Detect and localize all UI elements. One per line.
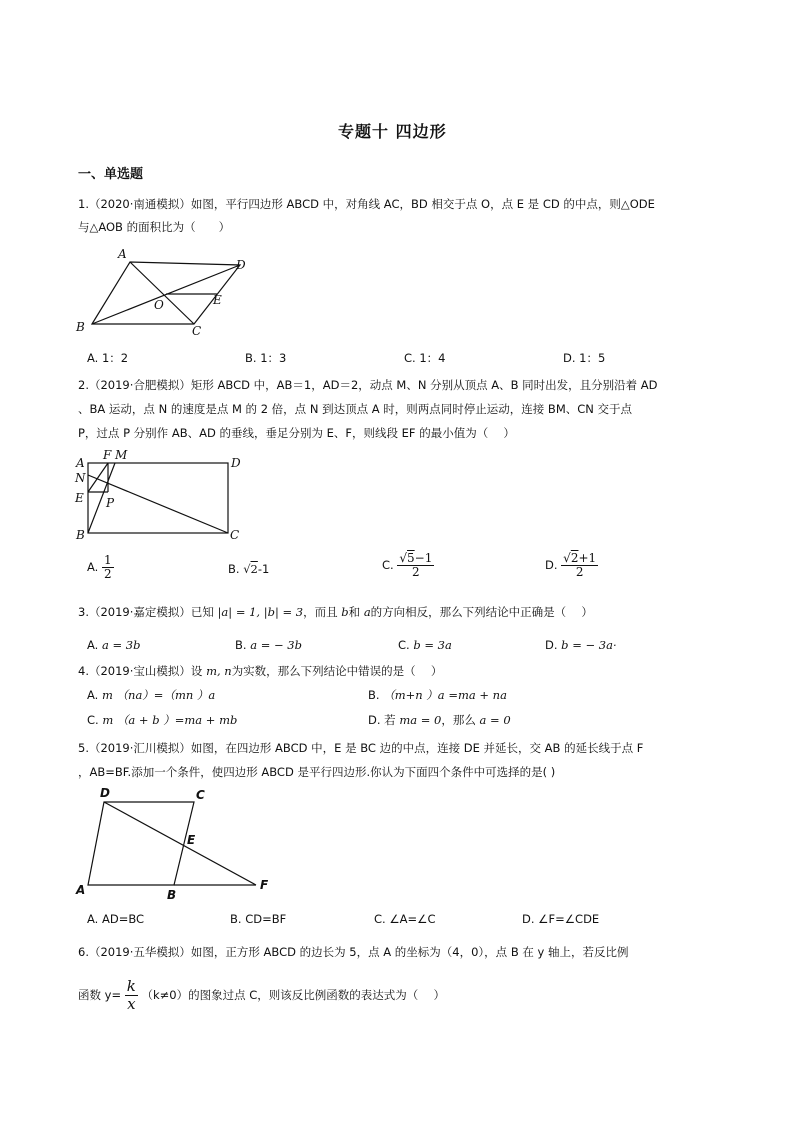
q5-label-f: F [260, 878, 269, 892]
q3-vector-a: a [363, 605, 371, 619]
q1-option-a[interactable]: A. 1：2 [87, 351, 129, 365]
q1-label-b: B [76, 320, 85, 334]
q1-label-d: D [236, 258, 246, 272]
q3-option-d[interactable] [545, 638, 617, 652]
q6-stem-line1: 6.（2019·五华模拟）如图，正方形 ABCD 的边长为 5，点 A 的坐标为（4，0），点 B 在 y 轴上，若反比例 [78, 945, 629, 959]
q4-option-c[interactable] [87, 712, 237, 728]
q4-option-c-prefix: C. [87, 713, 99, 727]
q3-option-a[interactable] [87, 638, 140, 652]
q3-vector-b: b [341, 605, 349, 619]
q2-option-b[interactable]: B. √2-1 [228, 562, 270, 576]
page-title: 专题十 四边形 [338, 122, 447, 141]
q2-label-e: E [75, 491, 84, 505]
q5-label-a: A [76, 883, 86, 897]
q2-stem-line1: 2.（2019·合肥模拟）矩形 ABCD 中，AB＝1，AD＝2，动点 M、N 分别从顶点 A、B 同时出发，且分别沿着 AD [78, 378, 658, 392]
q4-stem [78, 663, 442, 679]
q5-option-a[interactable]: A. AD=BC [87, 912, 145, 926]
q5-option-b[interactable]: B. CD=BF [230, 912, 287, 926]
q2-option-b-radicand: 2 [250, 562, 258, 576]
q5-stem-line1: 5.（2019·汇川模拟）如图，在四边形 ABCD 中，E 是 BC 边的中点，连接 DE 并延长，交 AB 的延长线于点 F [78, 741, 644, 755]
q1-label-a: A [118, 247, 127, 261]
q4-option-d-expr2: a = 0 [479, 713, 511, 727]
q4-option-b-expr: （m+n ）a =ma + na [383, 688, 507, 702]
q3-option-b-prefix: B. [235, 638, 247, 652]
q2-option-d-numerator-rest: +1 [578, 551, 597, 565]
q6-function-prefix: 函数 y= [78, 988, 122, 1002]
q3-option-a-prefix: A. [87, 638, 99, 652]
q3-option-a-expr: a = 3b [101, 638, 141, 652]
q3-option-d-prefix: D. [545, 638, 558, 652]
q1-option-b[interactable]: B. 1：3 [245, 351, 287, 365]
q3-option-c-expr: b = 3a [413, 638, 452, 652]
q1-label-e: E [213, 293, 222, 307]
q4-variables: m, n [206, 664, 232, 678]
q5-stem-line2: ，AB=BF.添加一个条件，使四边形 ABCD 是平行四边形.你认为下面四个条件中可选择的是( ) [78, 765, 556, 779]
q3-stem [78, 604, 593, 620]
q3-stem-part-a: 3.（2019·嘉定模拟）已知 [78, 605, 214, 619]
q4-option-d-mid: ，那么 [441, 713, 476, 727]
q1-stem-line2: 与△AOB 的面积比为（ ） [78, 220, 231, 234]
q6-function-suffix: （k≠0）的图象过点 C，则该反比例函数的表达式为（ ） [141, 988, 445, 1002]
q2-label-p: P [106, 496, 115, 510]
q2-label-d: D [231, 456, 241, 470]
q1-diagonal-ac [130, 262, 194, 324]
q3-option-c-prefix: C. [398, 638, 410, 652]
q2-label-b: B [76, 528, 85, 542]
q2-option-a-numerator: 1 [103, 553, 112, 567]
q2-option-c-denominator: 2 [412, 565, 420, 579]
q1-option-d[interactable]: D. 1：5 [563, 351, 606, 365]
q5-quadrilateral [88, 802, 194, 885]
q1-label-o: O [154, 298, 164, 312]
q2-label-c: C [230, 528, 240, 542]
q2-option-d-prefix: D. [545, 558, 558, 572]
q2-stem-line2: 、BA 运动，点 N 的速度是点 M 的 2 倍，点 N 到达顶点 A 时，则两点同时停止运动，连接 BM、CN 交于点 [78, 402, 633, 416]
q5-label-d: D [100, 786, 110, 800]
q2-label-a: A [76, 456, 85, 470]
q2-option-a[interactable] [87, 554, 114, 581]
q2-option-d-denominator: 2 [575, 565, 584, 579]
q2-option-c-prefix: C. [382, 558, 394, 572]
q4-option-b-prefix: B. [368, 688, 380, 702]
q2-option-c-radicand: 5 [407, 551, 415, 565]
q3-option-d-expr: b = − 3a· [561, 638, 617, 652]
section-heading: 一、单选题 [78, 167, 144, 182]
q4-option-b[interactable] [368, 687, 507, 703]
q3-stem-part-b: ，而且 [303, 605, 338, 619]
q2-label-f: F [103, 448, 112, 462]
q4-option-c-expr: m （a + b ）=ma + mb [102, 713, 238, 727]
q4-stem-part-b: 为实数，那么下列结论中错误的是（ ） [231, 664, 443, 678]
q2-option-d[interactable]: D. $\frac{√2+1}{2}$ [545, 551, 597, 579]
q6-numerator: k [126, 977, 136, 995]
q4-stem-part-a: 4.（2019·宝山模拟）设 [78, 664, 203, 678]
q4-option-a-expr: m （na）=（mn ）a [101, 688, 216, 702]
q4-option-a[interactable] [87, 687, 215, 703]
q2-option-c-numerator-rest: −1 [414, 551, 433, 565]
q5-option-d[interactable]: D. ∠F=∠CDE [522, 912, 600, 926]
q3-condition: |a| = 1, |b| = 3 [217, 605, 304, 619]
q5-label-b: B [167, 888, 177, 902]
q2-option-d-radicand: 2 [570, 551, 579, 565]
q2-option-a-denominator: 2 [103, 567, 112, 581]
q3-stem-part-c: 和 [348, 605, 361, 619]
q3-option-b-expr: a = − 3b [250, 638, 302, 652]
q2-label-n: N [75, 471, 86, 485]
q6-stem-line2 [78, 978, 445, 1013]
q3-option-c[interactable] [398, 638, 452, 652]
q4-option-d[interactable] [368, 712, 511, 728]
q2-rectangle-figure [70, 447, 250, 547]
q2-option-c[interactable]: C. $\frac{√5-1}{2}$ [382, 551, 433, 579]
q4-option-a-prefix: A. [87, 688, 99, 702]
q5-quadrilateral-figure [70, 784, 280, 904]
q5-label-e: E [187, 833, 196, 847]
q1-stem-line1: 1.（2020·南通模拟）如图，平行四边形 ABCD 中，对角线 AC，BD 相交于点 O，点 E 是 CD 的中点，则△ODE [78, 197, 655, 211]
q4-option-d-prefix: D. 若 [368, 713, 396, 727]
q1-option-c[interactable]: C. 1：4 [404, 351, 446, 365]
q2-stem-line3: P，过点 P 分别作 AB、AD 的垂线，垂足分别为 E、F，则线段 EF 的最小值为（ ） [78, 426, 515, 440]
q1-parallelogram-figure [70, 245, 270, 340]
q5-option-c[interactable]: C. ∠A=∠C [374, 912, 436, 926]
q1-label-c: C [192, 324, 202, 338]
q2-option-a-prefix: A. [87, 560, 99, 574]
q2-option-b-rest: -1 [257, 562, 270, 576]
q3-stem-part-d: 的方向相反，那么下列结论中正确是（ ） [370, 605, 593, 619]
q5-segment-df [104, 802, 256, 885]
q4-option-d-expr: ma = 0 [399, 713, 442, 727]
q3-option-b[interactable] [235, 638, 302, 652]
q2-option-b-prefix: B. [228, 562, 240, 576]
q2-label-m: M [115, 448, 128, 462]
q5-label-c: C [196, 788, 205, 802]
q6-denominator: x [127, 995, 136, 1013]
